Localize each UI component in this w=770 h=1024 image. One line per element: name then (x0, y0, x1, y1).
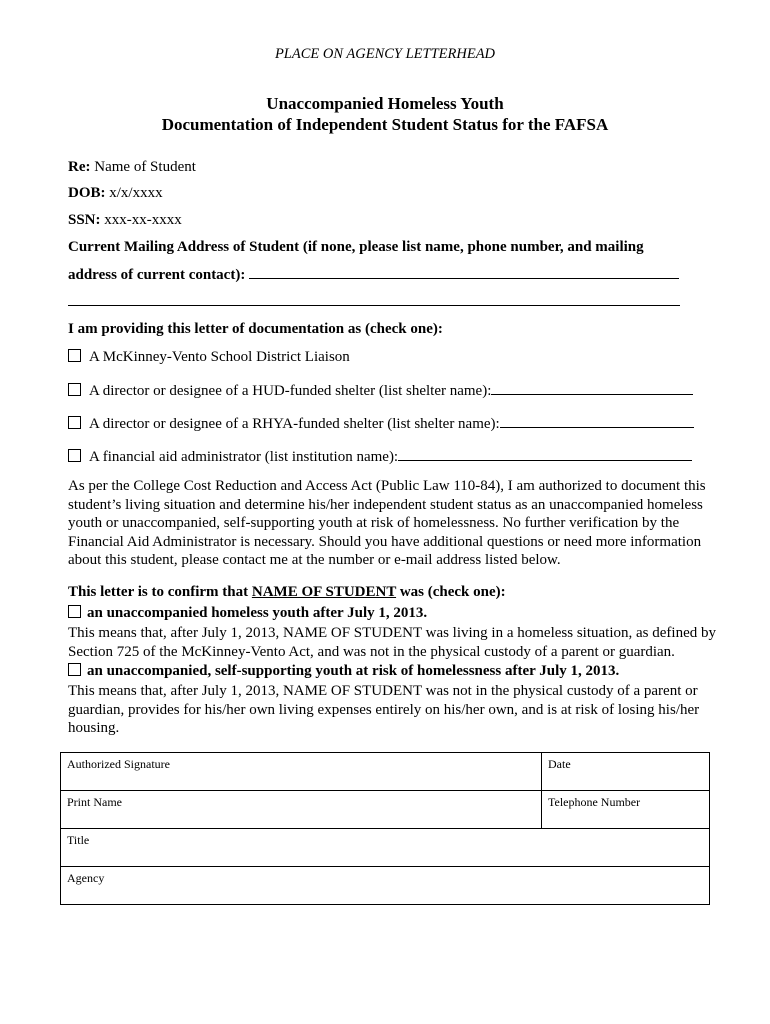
checkbox-homeless-youth[interactable] (68, 605, 81, 618)
option-hud-shelter (68, 382, 693, 400)
signature-table (60, 752, 710, 905)
print-name-cell[interactable] (61, 791, 542, 829)
dob-field (68, 185, 163, 202)
authorized-signature-cell[interactable] (61, 753, 542, 791)
confirm-suffix: was (check one): (396, 584, 506, 600)
providing-heading (68, 321, 443, 338)
date-cell[interactable] (542, 753, 710, 791)
option-rhya-label: A director or designee of a RHYA-funded shelter (list shelter name): (89, 416, 500, 432)
option-liaison (68, 349, 350, 366)
letterhead-placeholder: PLACE ON AGENCY LETTERHEAD (274, 46, 496, 62)
address-label-line2 (68, 266, 679, 284)
ssn-field (68, 212, 182, 229)
address-input-line-1[interactable] (249, 266, 679, 279)
address-input-line-2[interactable] (68, 291, 680, 306)
dob-label: DOB: (68, 185, 106, 201)
re-value[interactable]: Name of Student (94, 159, 196, 175)
date-label: Date (548, 757, 571, 771)
title-line-2: Documentation of Independent Student Status for the FAFSA (161, 115, 609, 134)
providing-heading-text: I am providing this letter of documentation as (check one): (68, 321, 443, 337)
status-at-risk-youth (68, 663, 619, 680)
status-homeless-label: an unaccompanied homeless youth after July 1, 2013. (87, 605, 428, 621)
checkbox-financial-aid[interactable] (68, 449, 81, 462)
re-label: Re: (68, 159, 91, 175)
ssn-value[interactable]: xxx-xx-xxxx (104, 212, 182, 228)
agency-cell[interactable] (61, 867, 710, 905)
title-cell[interactable] (61, 829, 710, 867)
status-homeless-description: This means that, after July 1, 2013, NAME OF STUDENT was living in a homeless situation, as defined by Section 725 of the McKinney-Vento Act, and was not in the physical custody of a parent or guardian. (68, 625, 716, 660)
re-field (68, 159, 196, 176)
institution-name-line[interactable] (398, 448, 692, 461)
status-at-risk-label: an unaccompanied, self-supporting youth at risk of homelessness after July 1, 2013. (87, 663, 620, 679)
option-rhya-shelter (68, 415, 694, 433)
hud-shelter-name-line[interactable] (491, 382, 693, 395)
address-label-line1 (68, 239, 644, 256)
print-name-label: Print Name (67, 795, 122, 809)
telephone-cell[interactable] (542, 791, 710, 829)
authorized-signature-label: Authorized Signature (67, 757, 170, 771)
checkbox-hud-shelter[interactable] (68, 383, 81, 396)
status-homeless-youth (68, 605, 427, 622)
status-at-risk-description: This means that, after July 1, 2013, NAME OF STUDENT was not in the physical custody of a parent or guardian, provides for his/her own living expenses entirely on his/her own, and is at risk of losing his/her housing. (68, 683, 700, 736)
agency-label: Agency (67, 871, 105, 885)
confirm-heading (68, 584, 506, 601)
dob-value[interactable]: x/x/xxxx (109, 185, 163, 201)
option-liaison-label: A McKinney-Vento School District Liaison (89, 349, 350, 365)
title-label: Title (67, 833, 90, 847)
telephone-label: Telephone Number (548, 795, 641, 809)
checkbox-rhya-shelter[interactable] (68, 416, 81, 429)
authority-paragraph: As per the College Cost Reduction and Access Act (Public Law 110-84), I am authorized to document this student’s living situation and determine his/her independent student status as an unaccompanied homeless youth or unaccompanied, self-supporting youth at risk of homelessness. No further verification by the Financial Aid Administrator is necessary. Should you have additional questions or need more information about this student, please contact me at the number or e-mail address listed below. (68, 478, 706, 568)
option-finaid-label: A financial aid administrator (list institution name): (89, 449, 399, 465)
address-label-text-2: address of current contact): (68, 267, 246, 283)
option-financial-aid (68, 448, 692, 466)
confirm-prefix: This letter is to confirm that (68, 584, 252, 600)
title-line-1: Unaccompanied Homeless Youth (266, 94, 504, 113)
confirm-student-name: NAME OF STUDENT (251, 584, 397, 600)
address-label-text-1: Current Mailing Address of Student (if none, please list name, phone number, and mailing (68, 239, 644, 255)
rhya-shelter-name-line[interactable] (500, 415, 694, 428)
ssn-label: SSN: (68, 212, 101, 228)
checkbox-liaison[interactable] (68, 349, 81, 362)
option-hud-label: A director or designee of a HUD-funded shelter (list shelter name): (89, 383, 492, 399)
checkbox-at-risk-youth[interactable] (68, 663, 81, 676)
